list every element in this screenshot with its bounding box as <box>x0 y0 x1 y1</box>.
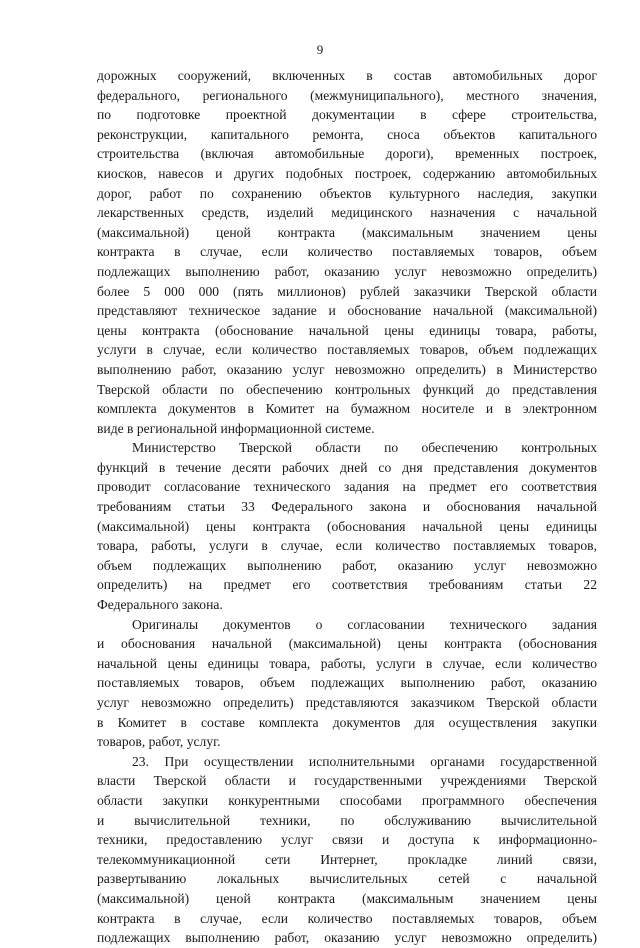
text-line: дорог, работ по сохранению объектов культурного наследия, закупки <box>97 185 597 201</box>
text-line: техники, предоставлению услуг связи и доступа к информационно- <box>97 832 597 848</box>
text-line: (максимальной) цены контракта (обоснования начальной цены единицы <box>97 518 597 534</box>
text-line: функций в течение десяти рабочих дней со дня представления документов <box>97 459 597 475</box>
text-line: (максимальной) ценой контракта (максимальным значением цены <box>97 890 597 906</box>
text-line: цены контракта (обоснование начальной цены единицы товара, работы, <box>97 322 597 338</box>
text-line: виде в региональной информационной системе. <box>97 420 375 436</box>
text-line: услуги в случае, если количество поставляемых товаров, объем подлежащих <box>97 342 597 358</box>
text-line: товаров, работ, услуг. <box>97 734 221 750</box>
text-line: товара, работы, услуги в случае, если количество поставляемых товаров, <box>97 538 597 554</box>
text-line: телекоммуникационной сети Интернет, прокладке линий связи, <box>97 851 597 867</box>
text-line: реконструкции, капитального ремонта, сноса объектов капитального <box>97 126 597 142</box>
text-line: комплекта документов в Комитет на бумажном носителе и в электронном <box>97 401 597 417</box>
text-line: 23. При осуществлении исполнительными органами государственной <box>132 753 597 769</box>
text-line: подлежащих выполнению работ, оказанию услуг невозможно определить) <box>97 263 597 279</box>
text-line: поставляемых товаров, объем подлежащих выполнению работ, оказанию <box>97 675 597 691</box>
text-line: киосков, навесов и других подобных построек, содержанию автомобильных <box>97 165 597 181</box>
text-line: проводит согласование технического задания на предмет его соответствия <box>97 479 597 495</box>
text-line: и вычислительной техники, по обслуживанию вычислительной <box>97 812 597 828</box>
text-line: объем подлежащих выполнению работ, оказанию услуг невозможно <box>97 557 597 573</box>
text-line: представляют техническое задание и обоснование начальной (максимальной) <box>97 303 597 319</box>
text-line: дорожных сооружений, включенных в состав автомобильных дорог <box>97 68 597 83</box>
text-line: Тверской области по обеспечению контрольных функций до представления <box>97 381 597 397</box>
text-line: определить) на предмет его соответствия требованиям статьи 22 <box>97 577 597 593</box>
text-line: развертыванию локальных вычислительных сетей с начальной <box>97 871 597 887</box>
text-line: требованиям статьи 33 Федерального закона и обоснования начальной <box>97 499 597 515</box>
text-line: (максимальной) ценой контракта (максимальным значением цены <box>97 224 597 240</box>
paragraph <box>97 752 597 948</box>
text-line: строительства (включая автомобильные дороги), временных построек, <box>97 146 597 162</box>
text-line: федерального, регионального (межмуниципального), местного значения, <box>97 87 597 103</box>
text-line: по подготовке проектной документации в сфере строительства, <box>97 107 597 123</box>
text-line: контракта в случае, если количество поставляемых товаров, объем <box>97 910 597 926</box>
paragraph <box>97 438 597 614</box>
text-line: начальной цены единицы товара, работы, услуги в случае, если количество <box>97 655 597 671</box>
text-line: выполнению работ, оказанию услуг невозможно определить) в Министерство <box>97 361 597 377</box>
text-line: лекарственных средств, изделий медицинского назначения с начальной <box>97 205 597 221</box>
text-line: в Комитет в составе комплекта документов для осуществления закупки <box>97 714 597 730</box>
text-line: подлежащих выполнению работ, оказанию услуг невозможно определить) <box>97 930 597 946</box>
paragraph <box>97 615 597 752</box>
page-number: 9 <box>316 42 324 57</box>
text-line: Оригиналы документов о согласовании технического задания <box>132 616 597 632</box>
text-line: Министерство Тверской области по обеспечению контрольных <box>132 440 597 456</box>
paragraph <box>97 66 597 438</box>
text-line: области закупки конкурентными способами программного обеспечения <box>97 792 597 808</box>
text-line: контракта в случае, если количество поставляемых товаров, объем <box>97 244 597 260</box>
text-line: более 5 000 000 (пять миллионов) рублей заказчики Тверской области <box>97 283 597 299</box>
text-line: услуг невозможно определить) представляются заказчиком Тверской области <box>97 695 597 710</box>
text-line: и обоснования начальной (максимальной) цены контракта (обоснования <box>97 636 597 652</box>
text-line: власти Тверской области и государственными учреждениями Тверской <box>97 773 597 789</box>
text-line: Федерального закона. <box>97 597 223 613</box>
body-text <box>97 66 597 948</box>
